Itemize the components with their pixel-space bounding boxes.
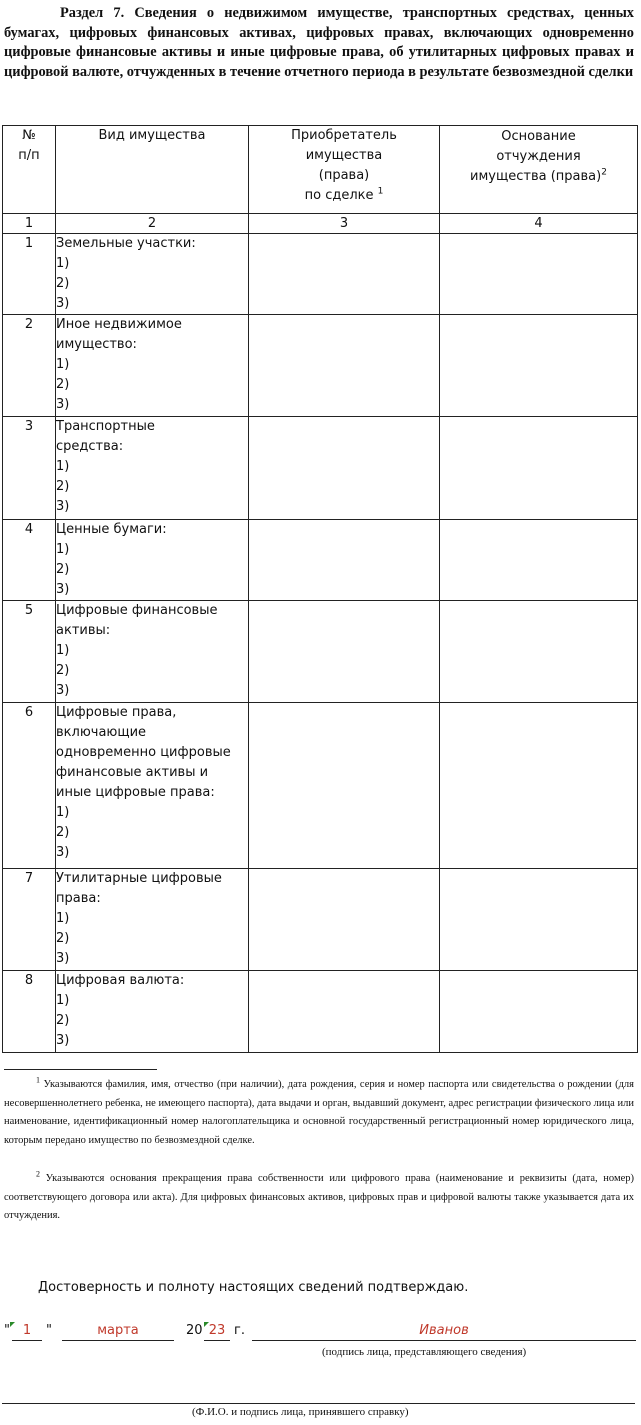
- item-number: 1): [56, 643, 70, 658]
- category-label: иные цифровые права:: [56, 785, 215, 800]
- section-title: Раздел 7. Сведения о недвижимом имуществе, транспортных средствах, ценных бумагах, цифровых финансовых активах, цифровых правах, включающих одновременно цифровые финансовые активы и иные цифровые права, об утилитарных цифровых правах и цифровой валюте, отчужденных в течение отчетного периода в результате безвозмездной сделки: [4, 5, 634, 80]
- item-number: 2): [56, 663, 70, 678]
- property-kind: [56, 417, 249, 520]
- acquirer-cell[interactable]: [249, 869, 440, 971]
- row-number: 6: [3, 703, 56, 869]
- acquirer-cell[interactable]: [249, 315, 440, 417]
- property-kind: [56, 315, 249, 417]
- item-number: 3): [56, 582, 70, 597]
- table-row: [3, 703, 638, 869]
- category-label: права:: [56, 891, 101, 906]
- day-underline: [12, 1340, 42, 1341]
- column-number-row: [3, 214, 638, 234]
- category-label: средства:: [56, 439, 124, 454]
- item-number: 1): [56, 805, 70, 820]
- header-kind: Вид имущества: [56, 126, 249, 214]
- header-acquirer: Приобретатель имущества (права) по сделке $^1$: [249, 126, 440, 214]
- property-kind: [56, 703, 249, 869]
- row-number: 7: [3, 869, 56, 971]
- item-number: 2): [56, 931, 70, 946]
- category-label: Цифровая валюта:: [56, 973, 185, 988]
- item-number: 3): [56, 1033, 70, 1048]
- table-row: [3, 971, 638, 1053]
- item-number: 1): [56, 459, 70, 474]
- item-number: 3): [56, 296, 70, 311]
- row-number: 8: [3, 971, 56, 1053]
- category-label: Цифровые права,: [56, 705, 177, 720]
- item-number: 1): [56, 911, 70, 926]
- table-row: [3, 601, 638, 703]
- footnote-separator: [4, 1069, 157, 1070]
- item-number: 2): [56, 562, 70, 577]
- receiver-hint: (Ф.И.О. и подпись лица, принявшего справку): [192, 1406, 409, 1418]
- basis-cell[interactable]: [440, 520, 638, 601]
- item-number: 1): [56, 357, 70, 372]
- receiver-underline: [2, 1403, 635, 1404]
- acquirer-cell[interactable]: [249, 520, 440, 601]
- month-underline: [62, 1340, 174, 1341]
- category-label: имущество:: [56, 337, 137, 352]
- category-label: Иное недвижимое: [56, 317, 182, 332]
- open-quote: ": [4, 1323, 10, 1338]
- footnote-2: $^2$ Указываются основания прекращения права собственности или цифрового права (наименование и реквизиты (дата, номер) соответствующего договора или акта). Для цифровых финансовых активов, цифровых прав и цифровой валюты также указывается дата их отчуждения.: [4, 1169, 634, 1222]
- item-number: 2): [56, 377, 70, 392]
- category-label: Утилитарные цифровые: [56, 871, 222, 886]
- column-number: 2: [56, 214, 249, 234]
- category-label: Цифровые финансовые: [56, 603, 218, 618]
- item-number: 2): [56, 276, 70, 291]
- property-kind: [56, 234, 249, 315]
- category-label: Земельные участки:: [56, 236, 196, 251]
- item-number: 2): [56, 825, 70, 840]
- acquirer-cell[interactable]: [249, 971, 440, 1053]
- basis-cell[interactable]: [440, 601, 638, 703]
- item-number: 3): [56, 397, 70, 412]
- acquirer-cell[interactable]: [249, 234, 440, 315]
- item-number: 3): [56, 845, 70, 860]
- footnote-1: $^1$ Указываются фамилия, имя, отчество (при наличии), дата рождения, серия и номер паспорта или свидетельства о рождении (для несовершеннолетнего ребенка, не имеющего паспорта), дата выдачи и орган, выдавший документ, адрес регистрации физического лица или наименование, идентификационный номер налогоплательщика и основной государственный регистрационный номер юридического лица, которым передано имущество по безвозмездной сделке.: [4, 1075, 635, 1146]
- header-number: № п/п: [3, 126, 56, 214]
- item-number: 1): [56, 256, 70, 271]
- close-quote: ": [46, 1323, 52, 1338]
- item-number: 1): [56, 542, 70, 557]
- signature-hint: (подпись лица, представляющего сведения): [322, 1346, 527, 1358]
- property-kind: [56, 601, 249, 703]
- row-number: 3: [3, 417, 56, 520]
- basis-cell[interactable]: [440, 703, 638, 869]
- item-number: 3): [56, 951, 70, 966]
- column-number: 4: [440, 214, 638, 234]
- acquirer-cell[interactable]: [249, 703, 440, 869]
- day-field[interactable]: 1: [22, 1323, 32, 1338]
- column-number: 3: [249, 214, 440, 234]
- basis-cell[interactable]: [440, 971, 638, 1053]
- table-header-row: [3, 126, 638, 214]
- table-row: [3, 234, 638, 315]
- row-number: 2: [3, 315, 56, 417]
- signature-field[interactable]: Иванов: [419, 1323, 469, 1338]
- basis-cell[interactable]: [440, 869, 638, 971]
- property-kind: [56, 971, 249, 1053]
- row-number: 4: [3, 520, 56, 601]
- row-number: 1: [3, 234, 56, 315]
- year-prefix: 20: [186, 1323, 203, 1338]
- category-label: включающие: [56, 725, 147, 740]
- row-number: 5: [3, 601, 56, 703]
- table-row: [3, 315, 638, 417]
- signature-underline: [252, 1340, 636, 1341]
- basis-cell[interactable]: [440, 417, 638, 520]
- category-label: одновременно цифровые: [56, 745, 231, 760]
- category-label: финансовые активы и: [56, 765, 209, 780]
- basis-cell[interactable]: [440, 234, 638, 315]
- table-row: [3, 417, 638, 520]
- category-label: Транспортные: [56, 419, 155, 434]
- property-kind: [56, 869, 249, 971]
- property-table: [2, 125, 638, 1053]
- property-kind: [56, 520, 249, 601]
- category-label: Ценные бумаги:: [56, 522, 167, 537]
- item-number: 2): [56, 479, 70, 494]
- basis-cell[interactable]: [440, 315, 638, 417]
- year-underline: [204, 1340, 230, 1341]
- month-field[interactable]: марта: [97, 1323, 139, 1338]
- category-label: активы:: [56, 623, 111, 638]
- acquirer-cell[interactable]: [249, 601, 440, 703]
- item-number: 1): [56, 993, 70, 1008]
- year-field[interactable]: 23: [208, 1323, 226, 1338]
- confirmation-text: Достоверность и полноту настоящих сведений подтверждаю.: [38, 1280, 469, 1295]
- acquirer-cell[interactable]: [249, 417, 440, 520]
- table-row: [3, 520, 638, 601]
- item-number: 2): [56, 1013, 70, 1028]
- item-number: 3): [56, 499, 70, 514]
- year-label: г.: [234, 1323, 245, 1338]
- table-row: [3, 869, 638, 971]
- header-basis: Основание отчуждения имущества (права)$^2$: [440, 126, 638, 214]
- date-signature-line: [0, 1320, 641, 1344]
- item-number: 3): [56, 683, 70, 698]
- column-number: 1: [3, 214, 56, 234]
